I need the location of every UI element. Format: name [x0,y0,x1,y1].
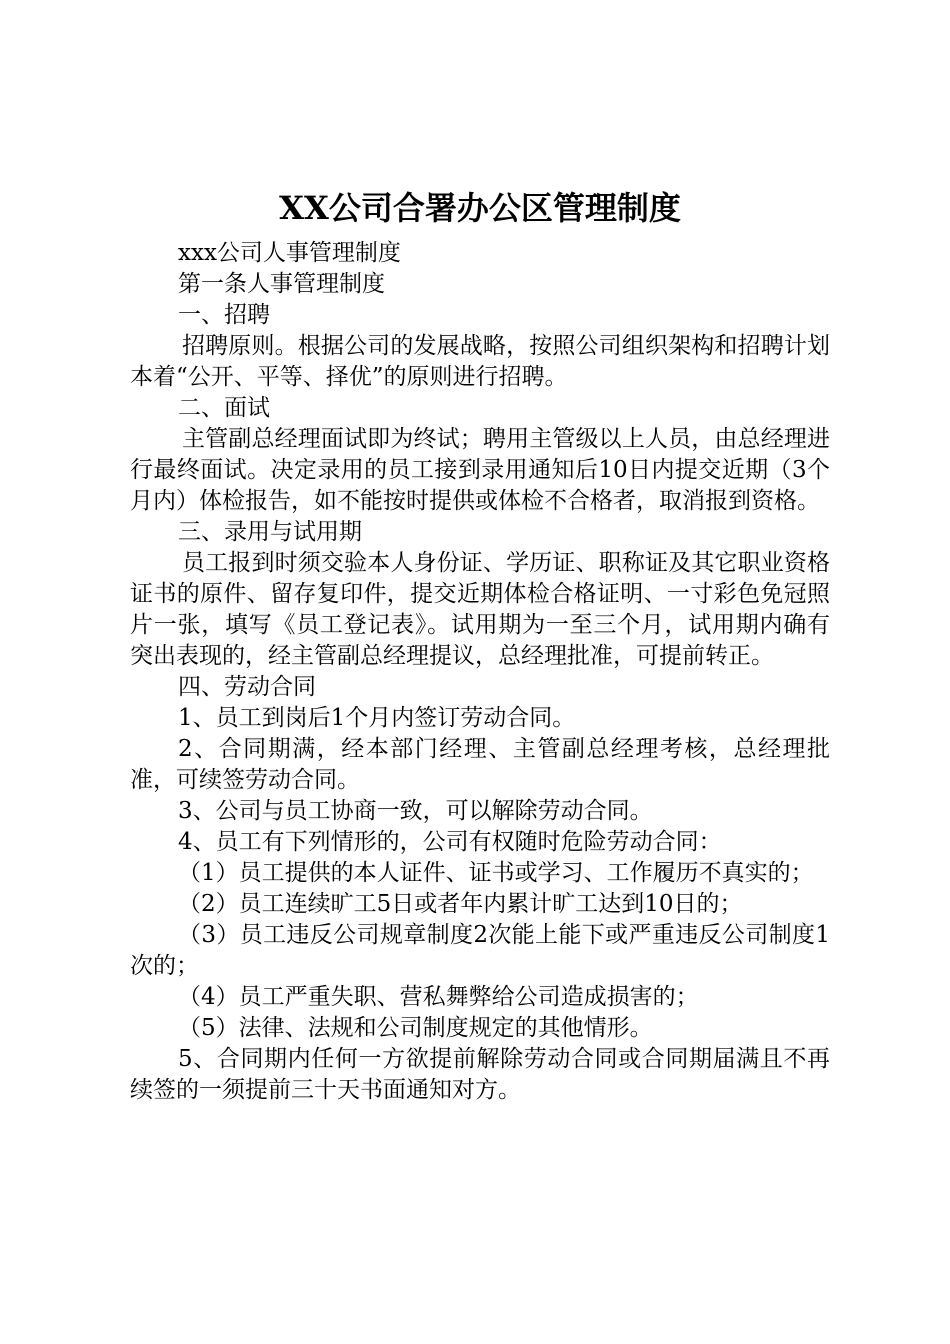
paragraph-interview: 主管副总经理面试即为终试；聘用主管级以上人员，由总经理进行最终面试。决定录用的员工接到录用通知后10日内提交近期（3个月内）体检报告，如不能按时提供或体检不合格者，取消报到资格。 [130,426,830,514]
paragraph-hiring-probation: 员工报到时须交验本人身份证、学历证、职称证及其它职业资格证书的原件、留存复印件，提交近期体检合格证明、一寸彩色免冠照片一张，填写《员工登记表》。试用期为一至三个月，试用期内确有突出表现的，经主管副总经理提议，总经理批准，可提前转正。 [130,550,830,669]
list-item-situation-5: （5）法律、法规和公司制度规定的其他情形。 [178,1015,653,1041]
list-item-contract-4: 4、员工有下列情形的，公司有权随时危险劳动合同： [178,829,722,855]
list-item-contract-5: 5、合同期内任何一方欲提前解除劳动合同或合同期届满且不再续签的一须提前三十天书面通知对方。 [130,1046,830,1103]
list-item-situation-1: （1）员工提供的本人证件、证书或学习、工作履历不真实的； [178,860,814,886]
heading-interview: 二、面试 [178,395,270,421]
document-title: XX公司合署办公区管理制度 [279,189,681,227]
list-item-situation-2: （2）员工连续旷工5日或者年内累计旷工达到10日的； [178,891,743,917]
list-item-contract-3: 3、公司与员工协商一致，可以解除劳动合同。 [178,798,653,824]
list-item-situation-3: （3）员工违反公司规章制度2次能上能下或严重违反公司制度1次的； [130,922,830,979]
list-item-contract-2: 2、合同期满，经本部门经理、主管副总经理考核，总经理批准，可续签劳动合同。 [130,736,830,793]
heading-recruitment: 一、招聘 [178,302,270,328]
list-item-contract-1: 1、员工到岗后1个月内签订劳动合同。 [178,705,576,731]
list-item-situation-4: （4）员工严重失职、营私舞弊给公司造成损害的； [178,984,699,1010]
paragraph-article-1: 第一条人事管理制度 [178,271,385,297]
heading-hiring-probation: 三、录用与试用期 [178,519,362,545]
document-page [130,186,830,1106]
paragraph-company-hr: xxx公司人事管理制度 [178,240,401,266]
heading-labor-contract: 四、劳动合同 [178,674,316,700]
paragraph-recruitment-principle: 招聘原则。根据公司的发展战略，按照公司组织架构和招聘计划本着“公开、平等、择优”的原则进行招聘。 [130,333,830,390]
